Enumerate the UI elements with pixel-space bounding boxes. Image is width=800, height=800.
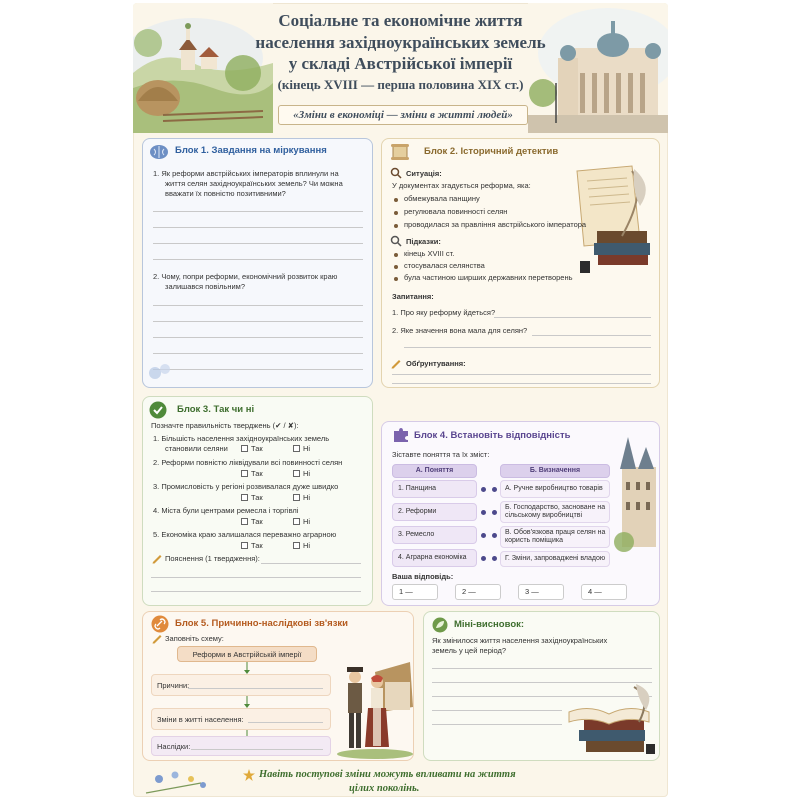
definition-d: Г. Зміни, запроваджені владою: [500, 551, 610, 567]
link-icon: [151, 615, 169, 633]
column-a-header: А. Поняття: [392, 464, 477, 478]
statement-4: 4. Міста були центрами ремесла і торгівлі: [153, 506, 299, 515]
pencil-icon: [151, 632, 163, 644]
block-1-reasoning: [142, 138, 373, 388]
statement-3: 3. Промисловість у регіоні розвивалася дуже швидко: [153, 482, 339, 491]
yes-checkbox[interactable]: [241, 518, 248, 525]
no-checkbox[interactable]: [293, 542, 300, 549]
bullet: [394, 265, 398, 269]
yes-label: Так: [251, 517, 263, 526]
yes-label: Так: [251, 541, 263, 550]
star-icon: [243, 769, 255, 781]
pencil-icon: [390, 357, 402, 369]
conclusion-question-line-1: Як змінилося життя населення західноукраїнських: [432, 636, 608, 645]
answer-line[interactable]: [404, 347, 651, 348]
yes-no-row: [293, 517, 310, 527]
answer-box-2[interactable]: 2 —: [455, 584, 501, 600]
mini-conclusion-title: Міні-висновок:: [454, 619, 525, 630]
hint-item-1: кінець XVIII ст.: [404, 249, 455, 258]
answer-box-1[interactable]: 1 —: [392, 584, 438, 600]
brain-icon: [149, 144, 169, 160]
yes-label: Так: [251, 444, 263, 453]
yes-no-row: [241, 493, 263, 503]
yes-checkbox[interactable]: [241, 470, 248, 477]
answer-line[interactable]: [153, 227, 363, 228]
worksheet: [133, 3, 668, 797]
no-checkbox[interactable]: [293, 445, 300, 452]
consequences-box[interactable]: [151, 736, 331, 756]
answer-line[interactable]: [153, 259, 363, 260]
answer-line[interactable]: [432, 668, 652, 669]
page-title-line-3: у складі Австрійської імперії: [288, 54, 513, 73]
yes-no-row: [293, 541, 310, 551]
conclusion-question-line-2: земель у цей період?: [432, 646, 507, 655]
answer-line[interactable]: [153, 321, 363, 322]
match-dot[interactable]: [481, 487, 486, 492]
statement-1-line-1: 1. Більшість населення західноукраїнських земель: [153, 434, 330, 443]
concept-4: 4. Аграрна економіка: [392, 549, 477, 567]
match-dot[interactable]: [492, 533, 497, 538]
answer-line[interactable]: [392, 383, 651, 384]
hints-label: Підказки:: [406, 237, 441, 246]
questions-label: Запитання:: [392, 292, 434, 301]
situation-label: Ситуація:: [406, 169, 442, 178]
yes-no-row: [293, 493, 310, 503]
block-5-cause-effect: [142, 611, 414, 761]
question-1-line-3: вважати їх повністю позитивними?: [165, 189, 286, 198]
answer-line[interactable]: [191, 749, 323, 750]
definition-b: Б. Господарство, засноване на сільському виробництві: [500, 501, 610, 523]
checkmark-icon: [149, 401, 167, 419]
page-subtitle: (кінець XVIII — перша половина XIX ст.): [277, 77, 524, 92]
block-1-title: Блок 1. Завдання на міркування: [175, 145, 327, 156]
statement-5: 5. Економіка краю залишалася переважно аграрною: [153, 530, 337, 539]
pencil-icon: [151, 552, 163, 564]
definition-a: А. Ручне виробництво товарів: [500, 480, 610, 498]
situation-item-3: проводилася за правління австрійського імператора: [404, 220, 587, 229]
no-checkbox[interactable]: [293, 494, 300, 501]
block-2-detective: [381, 138, 660, 388]
answer-line[interactable]: [151, 577, 361, 578]
wildflowers-decoration: [141, 765, 211, 795]
block-4-matching: [381, 421, 660, 606]
answer-line[interactable]: [153, 337, 363, 338]
answer-line[interactable]: [153, 369, 363, 370]
statement-1-line-2: становили селяни: [165, 444, 228, 453]
yes-label: Так: [251, 469, 263, 478]
no-checkbox[interactable]: [293, 470, 300, 477]
block-3-instruction: Позначте правильність тверджень (✔ / ✘):: [151, 421, 299, 430]
answers-label: Ваша відповідь:: [392, 572, 454, 581]
situation-text: У документах згадується реформа, яка:: [392, 181, 531, 190]
footer-quote-line-1: Навіть поступові зміни можуть впливати на життя: [259, 769, 516, 780]
match-dot[interactable]: [481, 556, 486, 561]
yes-no-row: [241, 541, 263, 551]
question-1-line-2: життя селян західноукраїнських земель? Чи можна: [165, 179, 343, 188]
books-illustration: [564, 682, 659, 760]
flower-decoration-icon: [145, 359, 175, 385]
hint-item-3: була частиною ширших державних перетворень: [404, 273, 573, 282]
definition-c: В. Обов'язкова праця селян на користь поміщика: [500, 526, 610, 548]
yes-checkbox[interactable]: [241, 494, 248, 501]
yes-checkbox[interactable]: [241, 542, 248, 549]
answer-line[interactable]: [153, 243, 363, 244]
block-4-instruction: Зіставте поняття та їх зміст:: [392, 450, 490, 459]
question-2-line-2: залишався повільним?: [165, 282, 245, 291]
detective-question-1: 1. Про яку реформу йдеться?: [392, 308, 496, 317]
arrow-down-icon: [243, 696, 251, 708]
castle-illustration: [614, 427, 659, 557]
motto-banner: «Зміни в економіці — зміни в житті людей»: [278, 105, 528, 125]
bullet: [394, 224, 398, 228]
scroll-icon: [390, 143, 410, 161]
justification-label: Обґрунтування:: [406, 359, 466, 368]
match-dot[interactable]: [481, 510, 486, 515]
match-dot[interactable]: [492, 556, 497, 561]
yes-no-row: [241, 469, 263, 479]
block-3-true-false: [142, 396, 373, 606]
scheme-start-box: Реформи в Австрійській імперії: [177, 646, 317, 662]
yes-no-row: [241, 444, 263, 454]
question-1-line-1: 1. Як реформи австрійських імператорів вплинули на: [153, 169, 339, 178]
explanation-label: Пояснення (1 твердження):: [165, 554, 260, 563]
answer-line[interactable]: [153, 211, 363, 212]
bullet: [394, 211, 398, 215]
arrow-down-icon: [243, 662, 251, 674]
hint-item-2: стосувалася селянства: [404, 261, 485, 270]
concept-3: 3. Ремесло: [392, 526, 477, 544]
block-2-title: Блок 2. Історичний детектив: [424, 146, 559, 157]
no-checkbox[interactable]: [293, 518, 300, 525]
no-label: Ні: [303, 541, 311, 550]
answer-line[interactable]: [432, 724, 562, 725]
leaf-icon: [432, 617, 448, 633]
no-label: Ні: [303, 493, 311, 502]
block-5-title: Блок 5. Причинно-наслідкові зв'язки: [175, 618, 349, 629]
no-label: Ні: [303, 444, 311, 453]
column-b-header: Б. Визначення: [500, 464, 610, 478]
answer-line[interactable]: [532, 335, 651, 336]
answer-box-4[interactable]: 4 —: [581, 584, 627, 600]
answer-line[interactable]: [248, 722, 323, 723]
answer-line[interactable]: [188, 688, 323, 689]
match-dot[interactable]: [492, 510, 497, 515]
answer-line[interactable]: [432, 710, 562, 711]
consequences-label: Наслідки:: [157, 741, 191, 751]
concept-2: 2. Реформи: [392, 503, 477, 521]
mini-conclusion-block: [423, 611, 660, 761]
page-title-line-1: Соціальне та економічне життя: [278, 11, 523, 30]
statement-2: 2. Реформи повністю ліквідували всі повинності селян: [153, 458, 343, 467]
answer-line[interactable]: [153, 305, 363, 306]
yes-no-row: [241, 517, 263, 527]
puzzle-icon: [392, 427, 410, 443]
no-label: Ні: [303, 517, 311, 526]
answer-line[interactable]: [153, 353, 363, 354]
question-2-line-1: 2. Чому, попри реформи, економічний розвиток краю: [153, 272, 338, 281]
page-title-line-2: населення західноукраїнських земель: [255, 33, 546, 52]
bullet: [394, 277, 398, 281]
peasant-couple-illustration: [335, 652, 413, 760]
block-4-title: Блок 4. Встановіть відповідність: [414, 430, 571, 441]
answer-box-3[interactable]: 3 —: [518, 584, 564, 600]
yes-label: Так: [251, 493, 263, 502]
yes-checkbox[interactable]: [241, 445, 248, 452]
causes-label: Причини:: [157, 680, 190, 690]
causes-box[interactable]: [151, 674, 331, 696]
bullet: [394, 198, 398, 202]
answer-line[interactable]: [494, 317, 651, 318]
match-dot[interactable]: [481, 533, 486, 538]
match-dot[interactable]: [492, 487, 497, 492]
block-3-title: Блок 3. Так чи ні: [177, 404, 255, 415]
search-icon: [390, 235, 402, 247]
answer-line[interactable]: [151, 591, 361, 592]
no-label: Ні: [303, 469, 311, 478]
footer-quote-line-2: цілих поколінь.: [349, 783, 420, 794]
magnifier-icon: [390, 167, 402, 179]
detective-question-2: 2. Яке значення вона мала для селян?: [392, 326, 528, 335]
situation-item-2: регулювала повинності селян: [404, 207, 508, 216]
changes-box[interactable]: [151, 708, 331, 730]
answer-line[interactable]: [392, 374, 651, 375]
answer-line[interactable]: [261, 563, 361, 564]
changes-label: Зміни в житті населення:: [157, 714, 244, 724]
concept-1: 1. Панщина: [392, 480, 477, 498]
bullet: [394, 253, 398, 257]
situation-item-1: обмежувала панщину: [404, 194, 480, 203]
yes-no-row: [293, 469, 310, 479]
block-5-instruction: Заповніть схему:: [165, 634, 224, 643]
yes-no-row: [293, 444, 310, 454]
